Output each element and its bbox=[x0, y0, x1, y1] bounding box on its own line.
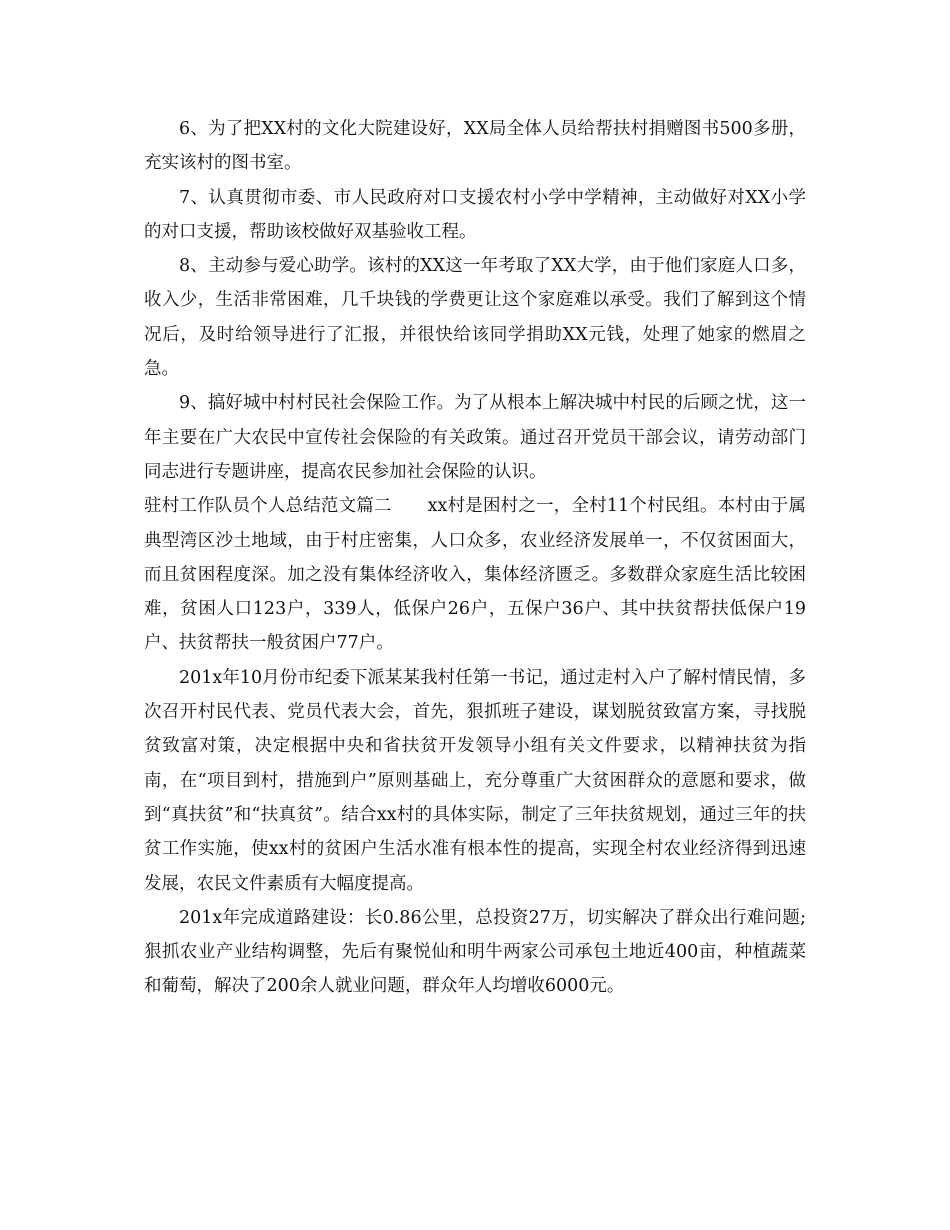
paragraph-item-7: 7、认真贯彻市委、市人民政府对口支援农村小学中学精神，主动做好对XX小学的对口支援，帮助该校做好双基验收工程。 bbox=[144, 187, 806, 242]
section-title-paragraph bbox=[144, 489, 806, 660]
paragraph-first-secretary: 201x年10月份市纪委下派某某我村任第一书记，通过走村入户了解村情民情，多次召开村民代表、党员代表大会，首先，狠抓班子建设，谋划脱贫致富方案，寻找脱贫致富对策，决定根据中央和省扶贫开发领导小组有关文件要求，以精神扶贫为指南，在“项目到村，措施到户”原则基础上，充分尊重广大贫困群众的意愿和要求，做到“真扶贫”和“扶真贫”。结合xx村的具体实际，制定了三年扶贫规划，通过三年的扶贫工作实施，使xx村的贫困户生活水准有根本性的提高，实现全村农业经济得到迅速发展，农民文件素质有大幅度提高。 bbox=[144, 667, 806, 894]
paragraph-item-9: 9、搞好城中村村民社会保险工作。为了从根本上解决城中村民的后顾之忧，这一年主要在广大农民中宣传社会保险的有关政策。通过召开党员干部会议，请劳动部门同志进行专题讲座，提高农民参加社会保险的认识。 bbox=[144, 393, 806, 482]
document-page bbox=[144, 112, 806, 1004]
paragraph-item-6: 6、为了把XX村的文化大院建设好，XX局全体人员给帮扶村捐赠图书500多册，充实该村的图书室。 bbox=[144, 119, 806, 174]
section-lead-text: xx村是困村之一，全村11个村民组。本村由于属典型湾区沙土地域，由于村庄密集，人口众多，农业经济发展单一，不仅贫困面大，而且贫困程度深。加之没有集体经济收入，集体经济匮乏。多数群众家庭生活比较困难，贫困人口123户，339人，低保户26户，五保户36户、其中扶贫帮扶低保户19户、扶贫帮扶一般贫困户77户。 bbox=[144, 496, 806, 654]
paragraph-road-construction: 201x年完成道路建设：长0.86公里，总投资27万，切实解决了群众出行难问题;狠抓农业产业结构调整，先后有聚悦仙和明牛两家公司承包土地近400亩，种植蔬菜和葡萄，解决了200余人就业问题，群众年人均增收6000元。 bbox=[144, 907, 806, 997]
paragraph-item-8: 8、主动参与爱心助学。该村的XX这一年考取了XX大学，由于他们家庭人口多，收入少，生活非常困难，几千块钱的学费更让这个家庭难以承受。我们了解到这个情况后，及时给领导进行了汇报，并很快给该同学捐助XX元钱，处理了她家的燃眉之急。 bbox=[144, 256, 806, 380]
section-title: 驻村工作队员个人总结范文篇二 bbox=[144, 496, 392, 517]
